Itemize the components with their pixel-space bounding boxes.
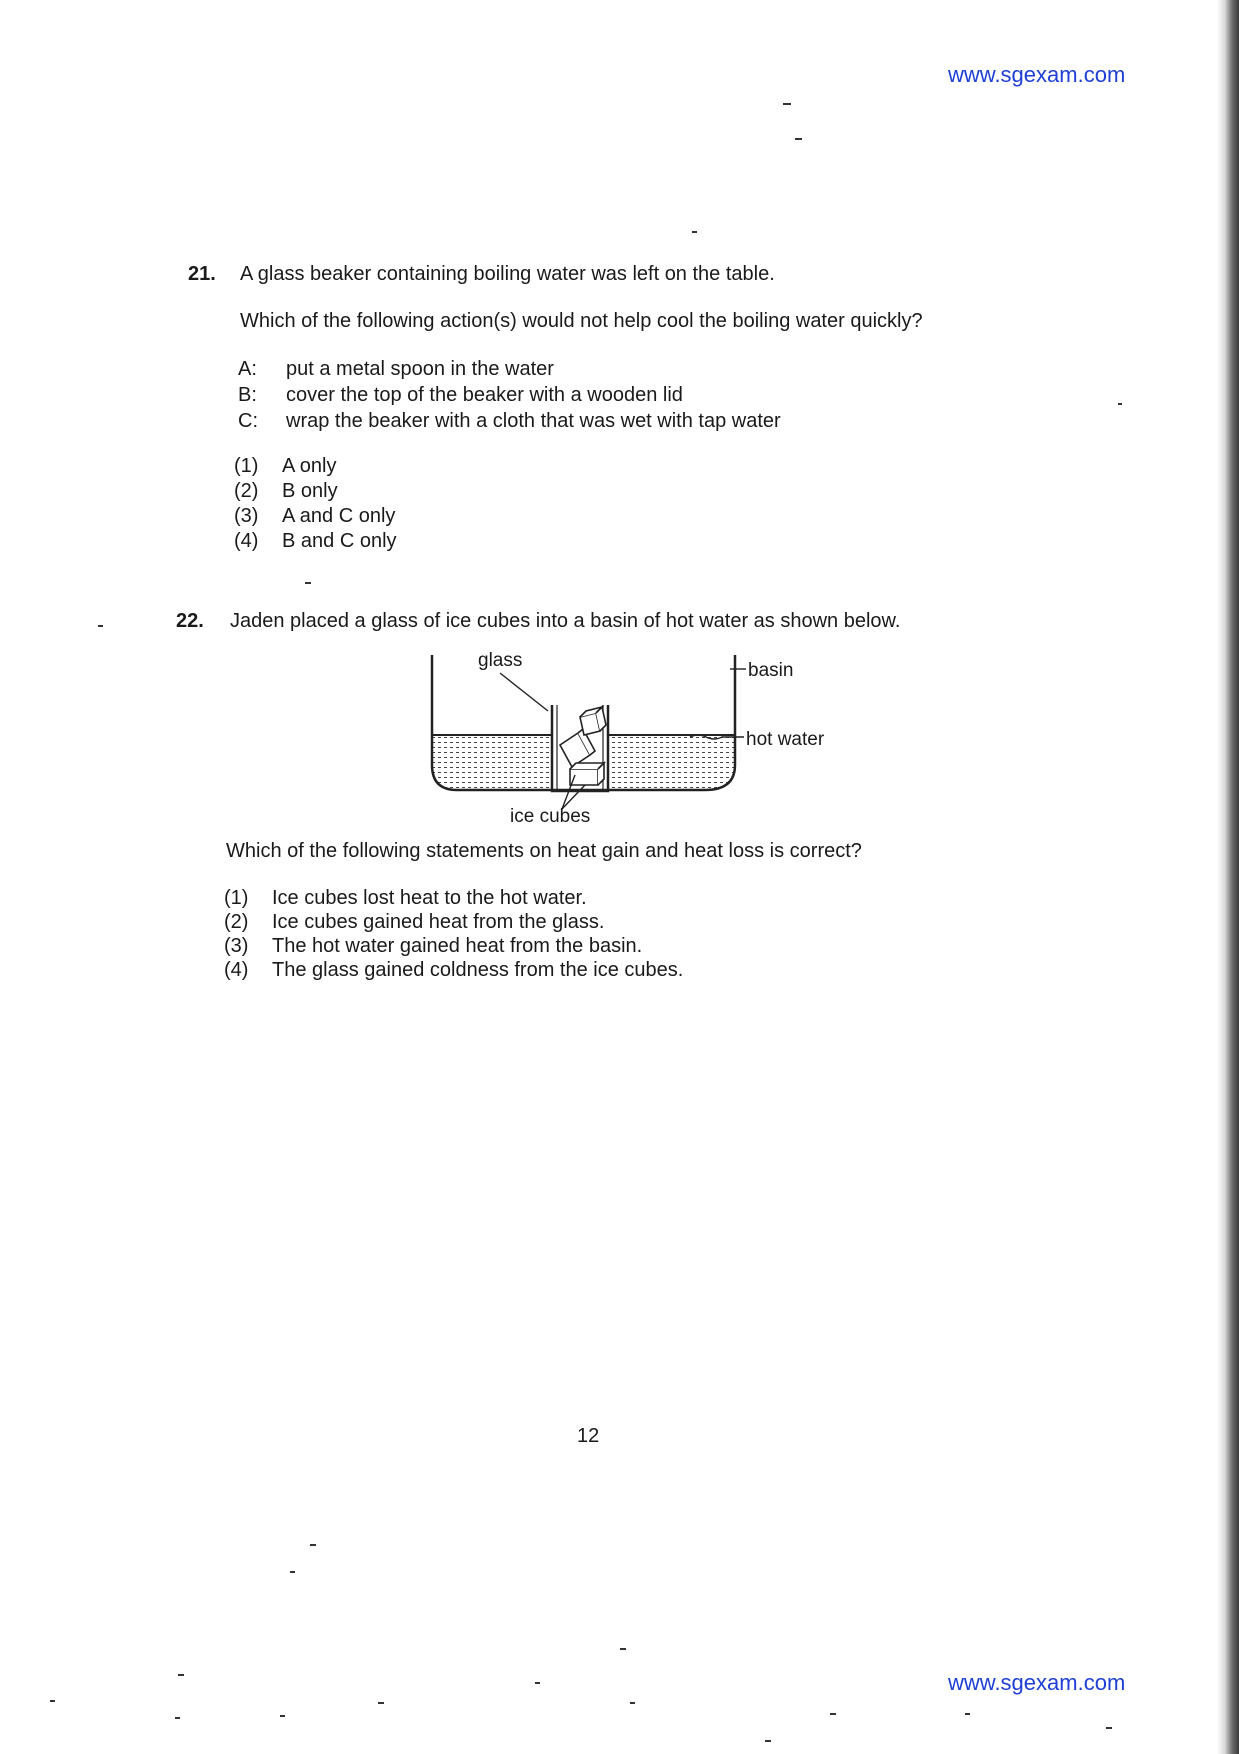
scan-speck [620,1648,626,1650]
statement-key: C: [238,410,258,432]
option-text: Ice cubes gained heat from the glass. [272,911,605,933]
option-text: The glass gained coldness from the ice cubes. [272,959,684,981]
q22-option-3[interactable] [224,935,642,958]
scan-speck [305,582,311,584]
ice-cubes-label: ice cubes [510,806,591,827]
scan-speck [795,138,802,140]
scan-speck [830,1713,836,1715]
option-key: (4) [234,530,259,552]
option-text: The hot water gained heat from the basin. [272,935,643,957]
scan-speck [630,1702,635,1704]
scan-speck [178,1674,184,1676]
option-key: (3) [234,505,259,527]
option-key: (2) [224,911,249,933]
q21-option-3[interactable] [234,505,395,528]
q21-statement-b [238,384,683,407]
hot-water-label: hot water [746,729,825,750]
option-text: A only [282,455,337,477]
statement-text: wrap the beaker with a cloth that was wet with tap water [286,410,781,432]
footer-site-link[interactable]: www.sgexam.com [948,1670,1126,1695]
statement-text: cover the top of the beaker with a wooden lid [286,384,683,406]
statement-key: B: [238,384,257,406]
option-text: B and C only [282,530,397,552]
scan-speck [535,1682,540,1684]
basin-diagram [420,645,880,830]
option-key: (4) [224,959,249,981]
scan-speck [310,1544,316,1546]
scan-speck [765,1740,771,1742]
scan-speck [692,231,697,233]
basin-label: basin [748,660,794,681]
option-key: (3) [224,935,249,957]
scan-speck [378,1702,384,1704]
scan-speck [1106,1727,1112,1729]
header-site-link[interactable]: www.sgexam.com [948,62,1126,87]
q21-statement-a [238,358,554,381]
page-number: 12 [577,1425,600,1447]
q21-number: 21. [188,263,216,285]
statement-key: A: [238,358,257,380]
option-key: (1) [224,887,249,909]
scan-speck [175,1717,180,1719]
q22-option-1[interactable] [224,887,587,910]
q21-option-4[interactable] [234,530,397,553]
option-key: (2) [234,480,259,502]
q22-option-4[interactable] [224,959,683,982]
q22-number: 22. [176,610,204,632]
statement-text: put a metal spoon in the water [286,358,554,380]
option-key: (1) [234,455,259,477]
scan-speck [783,103,791,105]
scan-speck [98,625,103,627]
option-text: A and C only [282,505,396,527]
scan-speck [965,1713,970,1715]
q21-stem: A glass beaker containing boiling water was left on the table. [240,263,775,285]
q21-question: Which of the following action(s) would not help cool the boiling water quickly? [240,310,923,332]
scan-speck [280,1715,285,1717]
q21-option-2[interactable] [234,480,338,503]
q21-statement-c [238,410,781,433]
option-text: B only [282,480,338,502]
q22-question: Which of the following statements on heat gain and heat loss is correct? [226,840,862,862]
glass-label: glass [478,650,523,671]
option-text: Ice cubes lost heat to the hot water. [272,887,587,909]
scan-speck [290,1571,295,1573]
q22-stem: Jaden placed a glass of ice cubes into a basin of hot water as shown below. [230,610,901,632]
scan-speck [50,1700,55,1702]
scanned-page-edge [1217,0,1239,1754]
q21-option-1[interactable] [234,455,336,478]
scan-speck [1118,403,1122,405]
q22-option-2[interactable] [224,911,604,934]
